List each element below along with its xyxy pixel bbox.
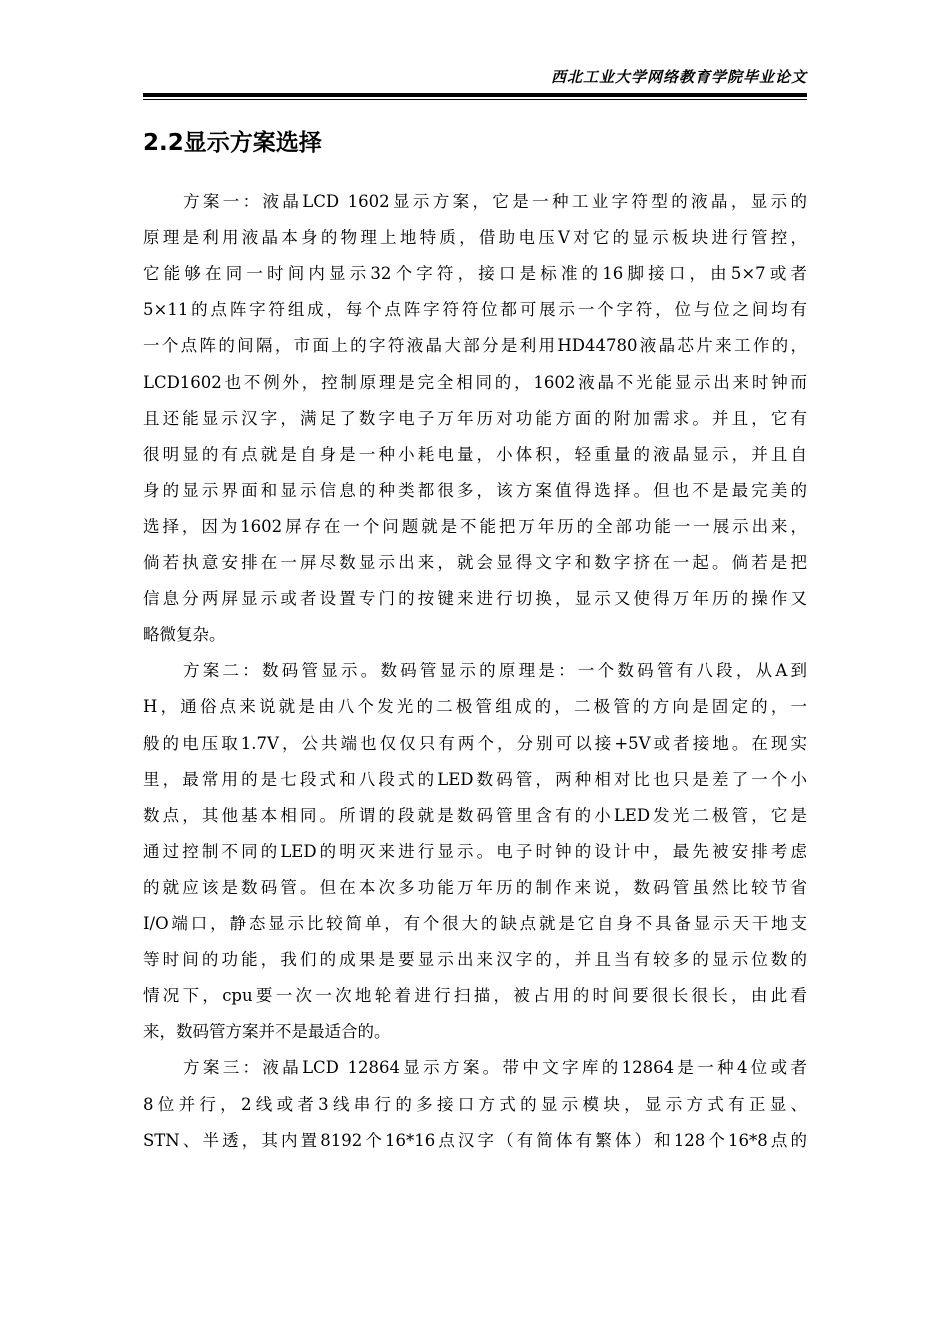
paragraph-2-line: 里，最常用的是七段式和八段式的LED数码管，两种相对比也只是差了一个小 <box>143 769 807 789</box>
paragraph-1-line: 很明显的有点就是自身是一种小耗电量，小体积，轻重量的液晶显示，并且自 <box>143 444 807 464</box>
paragraph-2-line: 的就应该是数码管。但在本次多功能万年历的制作来说，数码管虽然比较节省 <box>143 877 807 897</box>
paragraph-1-line: 一个点阵的间隔，市面上的字符液晶大部分是利用HD44780液晶芯片来工作的， <box>143 336 807 356</box>
paragraph-2-line: 数点，其他基本相同。所谓的段就是数码管里含有的小LED发光二极管，它是 <box>143 805 807 825</box>
paragraph-1-line: 选择，因为1602屏存在一个问题就是不能把万年历的全部功能一一展示出来， <box>143 516 807 536</box>
header-institution: 西北工业大学网络教育学院毕业论文 <box>550 68 807 86</box>
paragraph-2-line: I/O端口，静态显示比较简单，有个很大的缺点就是它自身不具备显示天干地支 <box>143 914 807 933</box>
paragraph-1-line: 它能够在同一时间内显示32个字符，接口是标准的16脚接口，由5×7或者 <box>143 264 807 284</box>
paragraph-1-line: 5×11的点阵字符组成，每个点阵字符符位都可展示一个字符，位与位之间均有 <box>143 300 807 320</box>
paragraph-1-line: 信息分两屏显示或者设置专门的按键来进行切换，显示又使得万年历的操作又 <box>143 589 807 609</box>
paragraph-2-line: 来，数码管方案并不是最适合的。 <box>143 1022 391 1042</box>
section-title: 2.2显示方案选择 <box>143 130 322 156</box>
paragraph-1-line: 原理是利用液晶本身的物理上地特质，借助电压V对它的显示板块进行管控， <box>143 228 807 248</box>
paragraph-3-line: 8位并行，2线或者3线串行的多接口方式的显示模块，显示方式有正显、 <box>143 1094 807 1114</box>
paragraph-1-line: 且还能显示汉字，满足了数字电子万年历对功能方面的附加需求。并且，它有 <box>143 408 807 428</box>
paragraph-1-line: LCD1602也不例外，控制原理是完全相同的，1602液晶不光能显示出来时钟而 <box>143 372 807 392</box>
header-rule-thick <box>143 93 807 97</box>
paragraph-2-line: H，通俗点来说就是由八个发光的二极管组成的，二极管的方向是固定的，一 <box>143 697 807 717</box>
paragraph-2-line: 等时间的功能，我们的成果是要显示出来汉字的，并且当有较多的显示位数的 <box>143 950 807 970</box>
paragraph-2-line: 方案二：数码管显示。数码管显示的原理是：一个数码管有八段，从A到 <box>183 661 807 681</box>
paragraph-2-line: 般的电压取1.7V，公共端也仅仅只有两个，分别可以接+5V或者接地。在现实 <box>143 733 807 753</box>
paragraph-3-line: 方案三：液晶LCD 12864显示方案。带中文字库的12864是一种4位或者 <box>183 1058 807 1078</box>
paragraph-1-line: 方案一：液晶LCD 1602显示方案，它是一种工业字符型的液晶，显示的 <box>183 192 807 211</box>
paragraph-1-line: 倘若执意安排在一屏尽数显示出来，就会显得文字和数字挤在一起。倘若是把 <box>143 553 807 572</box>
header-rule-thin <box>143 99 807 100</box>
paragraph-3-line: STN、半透，其内置8192个16*16点汉字（有简体有繁体）和128个16*8点的 <box>143 1130 807 1150</box>
paragraph-2-line: 情况下，cpu要一次一次地轮着进行扫描，被占用的时间要很长很长，由此看 <box>143 986 807 1006</box>
paragraph-1-line: 略微复杂。 <box>143 625 226 645</box>
paragraph-2-line: 通过控制不同的LED的明灭来进行显示。电子时钟的设计中，最先被安排考虑 <box>143 841 807 861</box>
paragraph-1-line: 身的显示界面和显示信息的种类都很多，该方案值得选择。但也不是最完美的 <box>143 480 807 500</box>
